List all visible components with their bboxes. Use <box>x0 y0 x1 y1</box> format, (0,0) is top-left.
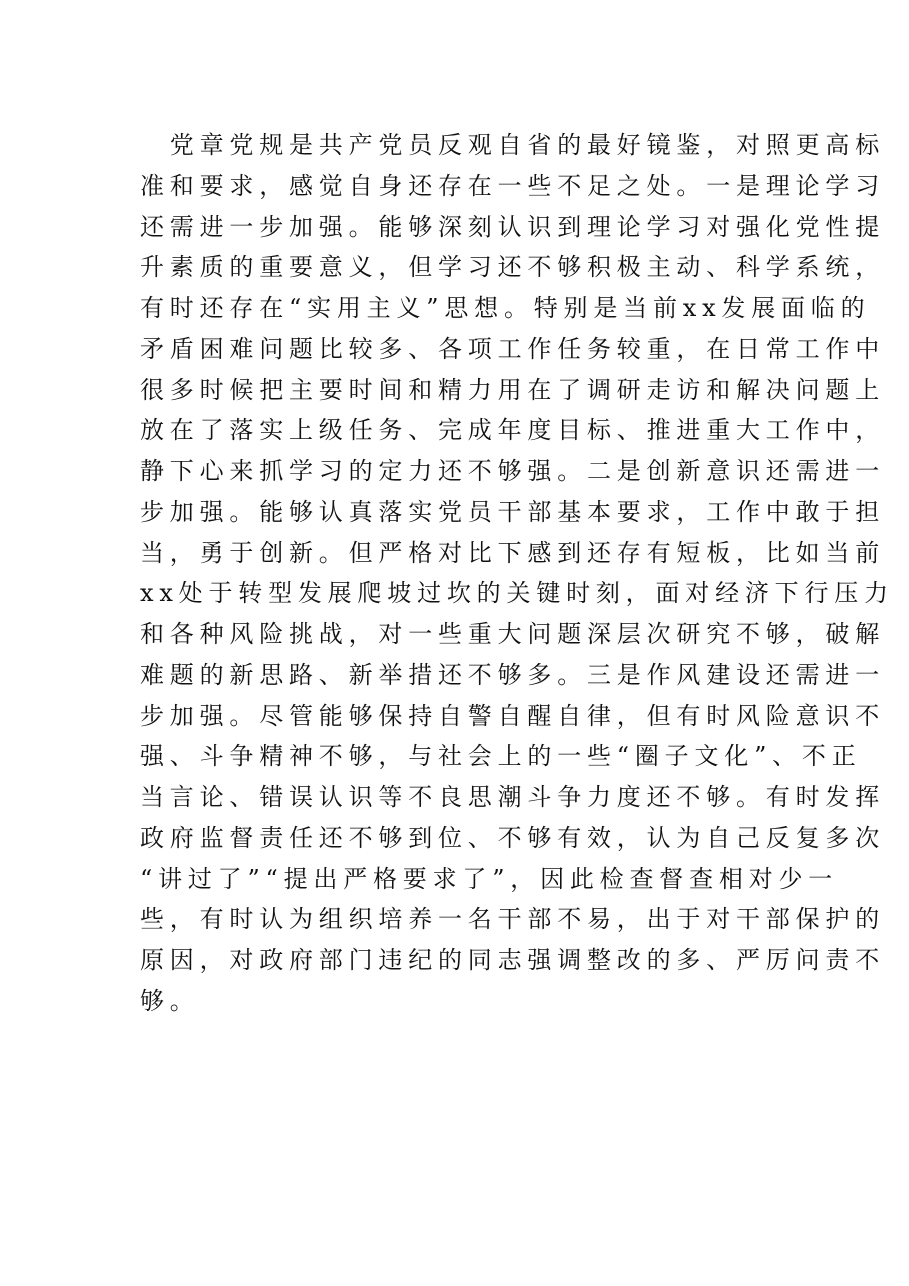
paragraph-line-8: 放在了落实上级任务、完成年度目标、推进重大工作中， <box>140 416 885 445</box>
paragraph-line-3: 还需进一步加强。能够深刻认识到理论学习对强化党性提 <box>140 212 885 241</box>
paragraph-line-15: 步加强。尽管能够保持自警自醒自律，但有时风险意识不 <box>140 701 885 730</box>
paragraph-line-21: 原因，对政府部门违纪的同志强调整改的多、严厉问责不 <box>140 946 885 974</box>
paragraph-line-10: 步加强。能够认真落实党员干部基本要求，工作中敢于担 <box>140 497 885 526</box>
paragraph-line-20: 些，有时认为组织培养一名干部不易，出于对干部保护的 <box>140 905 885 934</box>
paragraph-line-6: 矛盾困难问题比较多、各项工作任务较重，在日常工作中 <box>140 334 885 363</box>
paragraph-line-4: 升素质的重要意义，但学习还不够积极主动、科学系统， <box>140 253 885 282</box>
paragraph-line-14: 难题的新思路、新举措还不够多。三是作风建设还需进一 <box>140 660 885 689</box>
paragraph-line-19: “讲过了”“提出严格要求了”，因此检查督查相对少一 <box>140 864 839 893</box>
paragraph-line-16: 强、斗争精神不够，与社会上的一些“圈子文化”、不正 <box>140 742 862 771</box>
paragraph-line-9: 静下心来抓学习的定力还不够强。二是创新意识还需进一 <box>140 457 885 485</box>
paragraph-line-18: 政府监督责任还不够到位、不够有效，认为自己反复多次 <box>140 823 885 852</box>
paragraph-line-22: 够。 <box>140 986 200 1015</box>
paragraph-line-5: 有时还存在“实用主义”思想。特别是当前xx发展面临的 <box>140 294 871 322</box>
paragraph-line-13: 和各种风险挑战，对一些重大问题深层次研究不够，破解 <box>140 620 885 648</box>
paragraph-line-12: xx处于转型发展爬坡过坎的关键时刻，面对经济下行压力 <box>140 579 894 608</box>
paragraph-line-11: 当，勇于创新。但严格对比下感到还存有短板，比如当前 <box>140 538 885 567</box>
paragraph <box>140 125 894 1022</box>
paragraph-line-2: 准和要求，感觉自身还存在一些不足之处。一是理论学习 <box>140 171 885 200</box>
paragraph-line-7: 很多时候把主要时间和精力用在了调研走访和解决问题上 <box>140 375 885 404</box>
paragraph-line-17: 当言论、错误认识等不良思潮斗争力度还不够。有时发挥 <box>140 783 885 811</box>
paragraph-line-1: 党章党规是共产党员反观自省的最好镜鉴，对照更高标 <box>140 131 885 159</box>
